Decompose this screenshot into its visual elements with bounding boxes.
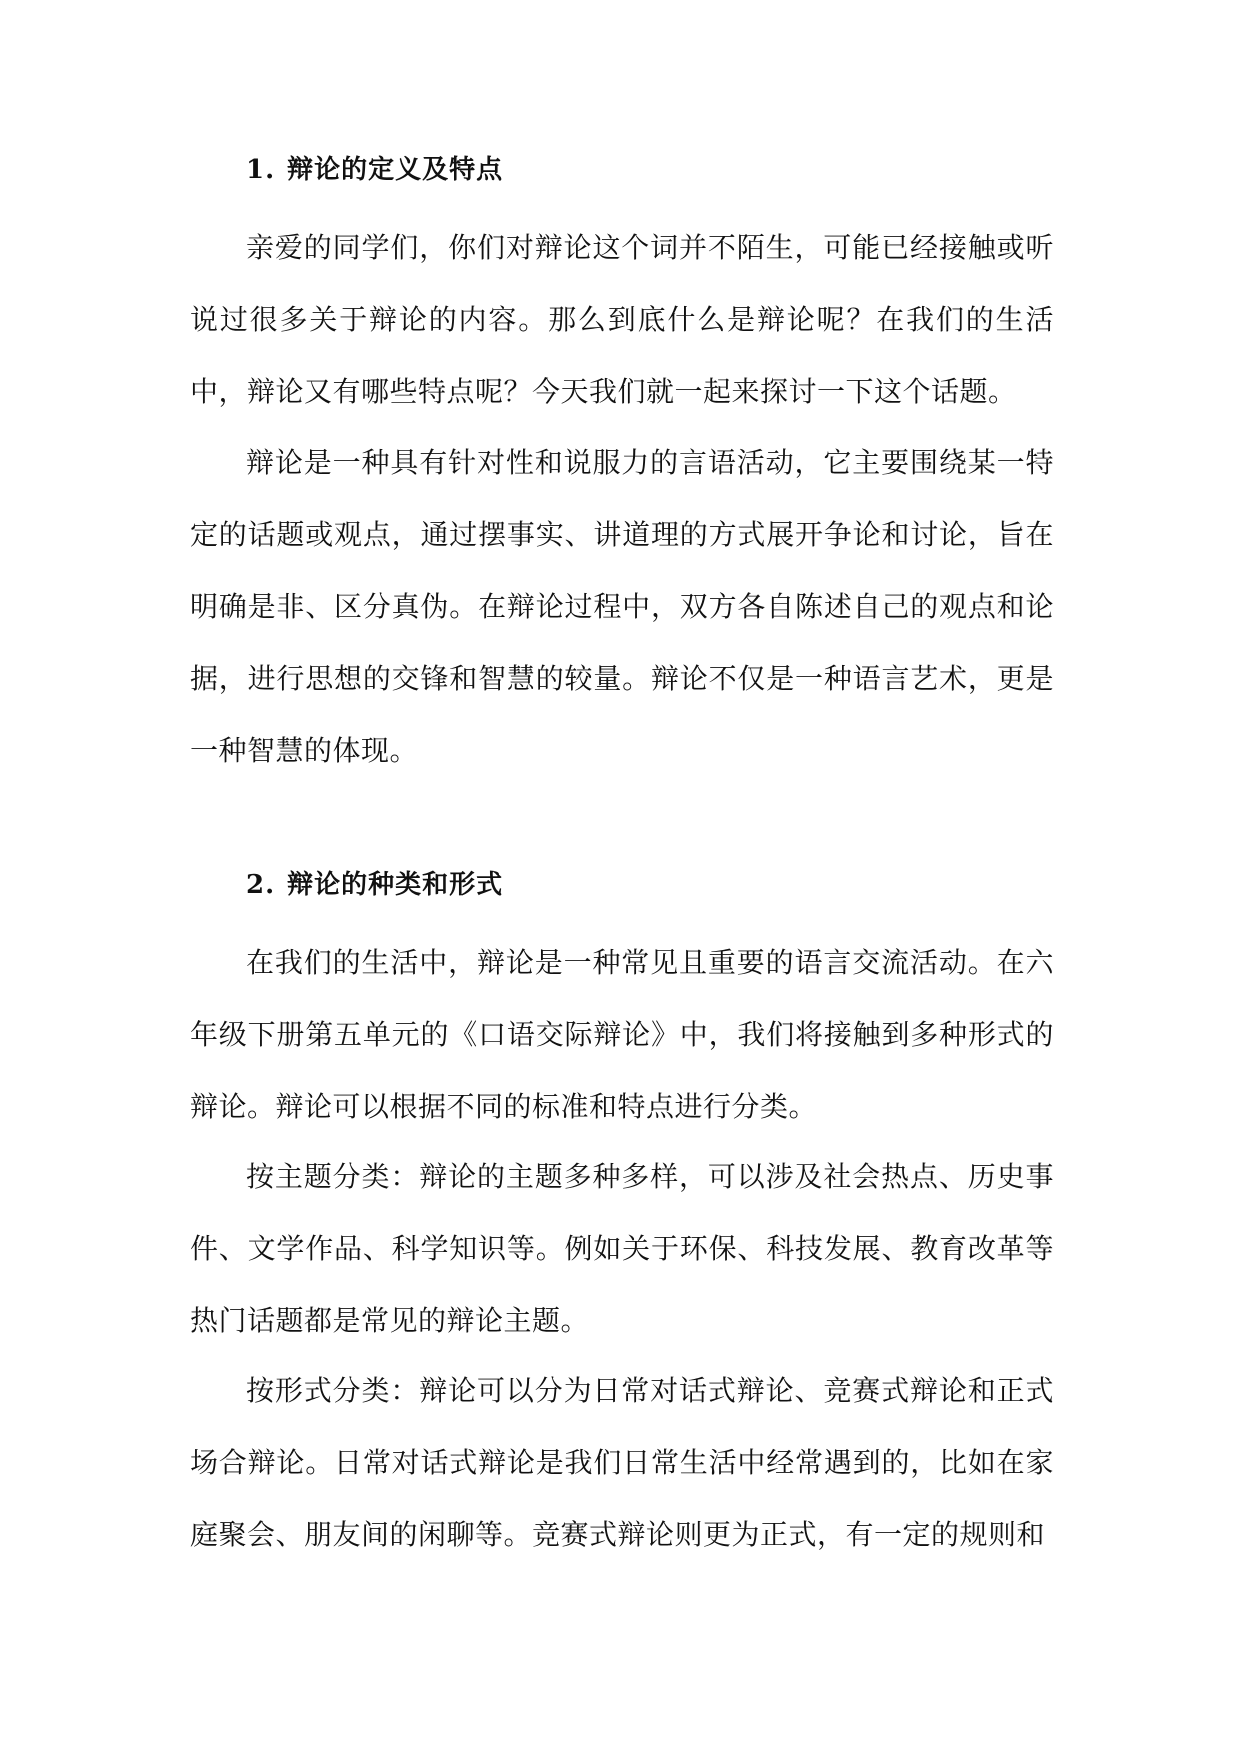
section-heading-1 xyxy=(246,152,503,188)
section-title-1: 辩论的定义及特点 xyxy=(287,155,504,185)
paragraph: 按形式分类：辩论可以分为日常对话式辩论、竞赛式辩论和正式场合辩论。日常对话式辩论是我们日常生活中经常遇到的，比如在家庭聚会、朋友间的闲聊等。竞赛式辩论则更为正式，有一定的规则和 xyxy=(190,1374,1054,1551)
section-heading-2 xyxy=(246,867,503,903)
section-number-2: 2. xyxy=(246,870,276,900)
paragraph: 亲爱的同学们，你们对辩论这个词并不陌生，可能已经接触或听说过很多关于辩论的内容。那么到底什么是辩论呢？在我们的生活中，辩论又有哪些特点呢？今天我们就一起来探讨一下这个话题。 xyxy=(190,231,1054,408)
paragraph: 辩论是一种具有针对性和说服力的言语活动，它主要围绕某一特定的话题或观点，通过摆事实、讲道理的方式展开争论和讨论，旨在明确是非、区分真伪。在辩论过程中，双方各自陈述自己的观点和论据，进行思想的交锋和智慧的较量。辩论不仅是一种语言艺术，更是一种智慧的体现。 xyxy=(190,446,1054,767)
section-number-1: 1. xyxy=(246,155,276,185)
section-title-2: 辩论的种类和形式 xyxy=(287,870,504,900)
paragraph: 按主题分类：辩论的主题多种多样，可以涉及社会热点、历史事件、文学作品、科学知识等。例如关于环保、科技发展、教育改革等热门话题都是常见的辩论主题。 xyxy=(190,1160,1054,1337)
paragraph: 在我们的生活中，辩论是一种常见且重要的语言交流活动。在六年级下册第五单元的《口语交际辩论》中，我们将接触到多种形式的辩论。辩论可以根据不同的标准和特点进行分类。 xyxy=(190,946,1054,1123)
